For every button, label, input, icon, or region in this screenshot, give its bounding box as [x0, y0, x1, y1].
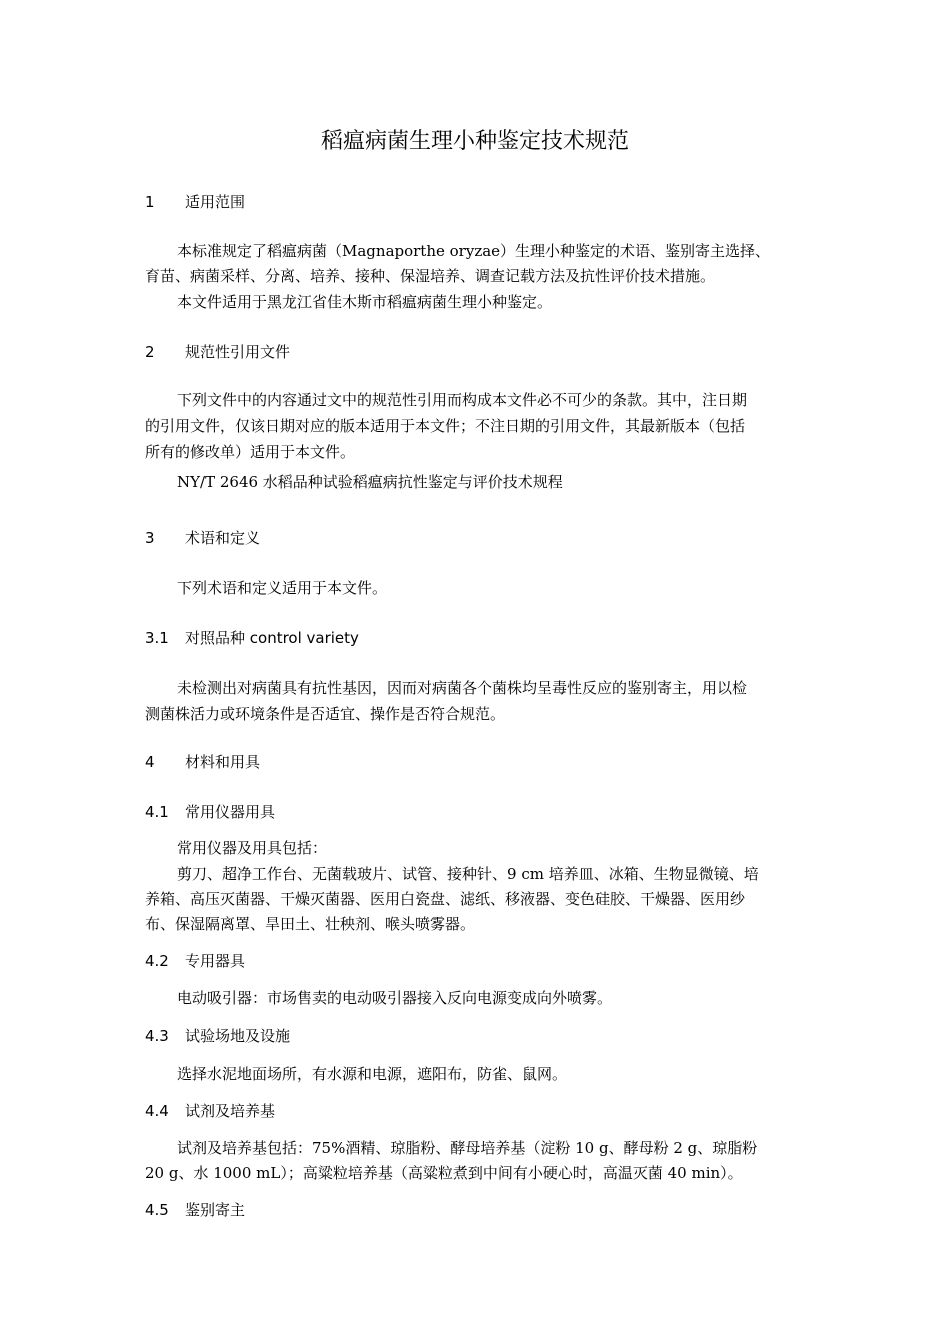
heading-text: 术语和定义	[185, 529, 261, 547]
heading-text: 试剂及培养基	[185, 1102, 276, 1120]
heading-number: 4.5	[145, 1201, 169, 1219]
heading-4-3	[145, 1026, 290, 1046]
paragraph-line: 本文件适用于黑龙江省佳木斯市稻瘟病菌生理小种鉴定。	[177, 293, 553, 311]
heading-number: 4.4	[145, 1102, 169, 1120]
heading-4-2	[145, 951, 245, 971]
heading-1	[145, 192, 245, 212]
paragraph-line: 的引用文件，仅该日期对应的版本适用于本文件；不注日期的引用文件，其最新版本（包括	[145, 417, 746, 435]
heading-number: 2	[145, 343, 155, 361]
heading-number: 4.3	[145, 1027, 169, 1045]
heading-number: 4	[145, 753, 155, 771]
paragraph-line: 选择水泥地面场所，有水源和电源，遮阳布，防雀、鼠网。	[177, 1065, 568, 1083]
heading-4-5	[145, 1200, 245, 1220]
paragraph-line: 下列文件中的内容通过文中的规范性引用而构成本文件必不可少的条款。其中，注日期	[177, 391, 748, 409]
paragraph-line: 试剂及培养基包括：75%酒精、琼脂粉、酵母培养基（淀粉 10 g、酵母粉 2 g、琼脂粉	[177, 1139, 758, 1157]
paragraph-line: 未检测出对病菌具有抗性基因，因而对病菌各个菌株均呈毒性反应的鉴别寄主，用以检	[177, 679, 748, 697]
heading-4-1	[145, 802, 275, 822]
document-title: 稻瘟病菌生理小种鉴定技术规范	[320, 129, 629, 154]
heading-text: 适用范围	[185, 193, 246, 211]
heading-number: 4.1	[145, 803, 169, 821]
heading-number: 3	[145, 529, 155, 547]
paragraph-line: 电动吸引器：市场售卖的电动吸引器接入反向电源变成向外喷雾。	[177, 989, 613, 1007]
heading-4-4	[145, 1101, 275, 1121]
paragraph-line: 测菌株活力或环境条件是否适宜、操作是否符合规范。	[145, 705, 506, 723]
heading-2	[145, 342, 290, 362]
heading-text: 材料和用具	[185, 753, 261, 771]
heading-3-1	[145, 628, 359, 648]
heading-text: 试验场地及设施	[185, 1027, 291, 1045]
heading-number: 4.2	[145, 952, 169, 970]
reference-line: NY/T 2646 水稻品种试验稻瘟病抗性鉴定与评价技术规程	[177, 473, 563, 491]
paragraph-line: 常用仪器及用具包括：	[177, 839, 328, 857]
paragraph-line: 下列术语和定义适用于本文件。	[177, 579, 388, 597]
paragraph-line: 布、保湿隔离罩、旱田土、壮秧剂、喉头喷雾器。	[145, 915, 476, 933]
heading-text: 对照品种 control variety	[185, 629, 359, 647]
paragraph-line: 养箱、高压灭菌器、干燥灭菌器、医用白瓷盘、滤纸、移液器、变色硅胶、干燥器、医用纱	[145, 890, 746, 908]
heading-text: 专用器具	[185, 952, 246, 970]
heading-text: 常用仪器用具	[185, 803, 276, 821]
paragraph-line: 育苗、病菌采样、分离、培养、接种、保湿培养、调查记载方法及抗性评价技术措施。	[145, 267, 716, 285]
paragraph-line: 20 g、水 1000 mL）；高粱粒培养基（高粱粒煮到中间有小硬心时，高温灭菌 40 min）。	[145, 1164, 743, 1182]
heading-number: 3.1	[145, 629, 169, 647]
paragraph-line: 所有的修改单）适用于本文件。	[145, 443, 356, 461]
paragraph-line: 本标准规定了稻瘟病菌（Magnaporthe oryzae）生理小种鉴定的术语、鉴别寄主选择、	[177, 242, 771, 260]
heading-4	[145, 752, 260, 772]
heading-number: 1	[145, 193, 155, 211]
heading-text: 规范性引用文件	[185, 343, 291, 361]
heading-text: 鉴别寄主	[185, 1201, 246, 1219]
paragraph-line: 剪刀、超净工作台、无菌载玻片、试管、接种针、9 cm 培养皿、冰箱、生物显微镜、培	[177, 865, 759, 883]
heading-3	[145, 528, 260, 548]
